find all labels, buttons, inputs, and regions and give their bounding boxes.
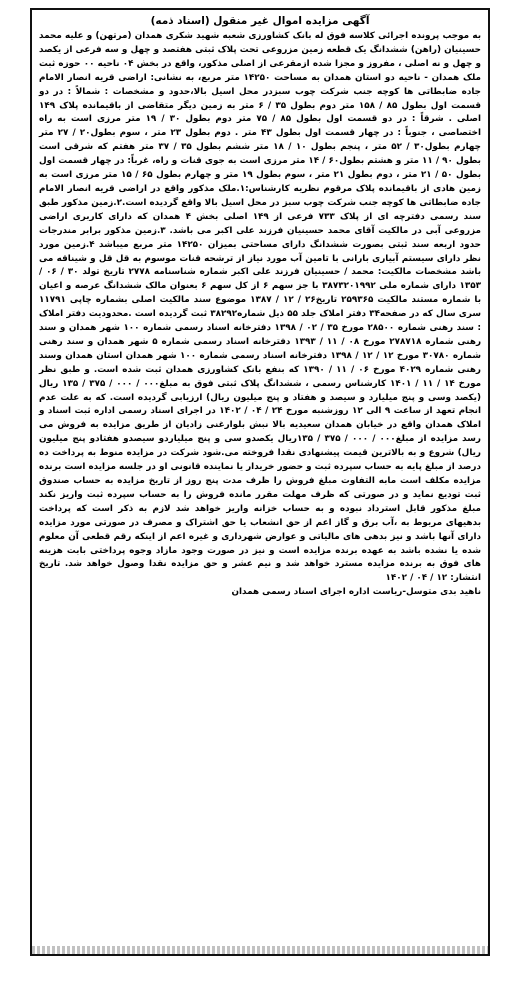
notice-paragraph: به موجب پرونده اجرائی کلاسه فوق له بانک کشاورزی شعبه شهید شکری همدان (مرتهن) و علیه محمد حسینیان (راهن) ششدانگ یک قطعه زمین مزروعی تحت پلاک ثبتی هفتصد و چهل و سه فرعی از یکصد و چهل و نه اصلی ، مفروز و مجزا شده ازمقرعی از اصلی مذکور، واقع در بخش ۰۴ ناحیه ۰۰ حوزه ثبت ملک همدان - ناحیه دو استان همدان به مساحت ۱۴۲۵۰ متر مربع، به نشانی: اراضی قریه انصار الامام جاده ضابطاتی ها کوچه جنب شرکت چوب سبزدر محل اسیل بالا،حدود و مشخصات : شمالاً : در دو قسمت اول بطول ۸۵ / ۱۵۸ متر دوم بطول ۳۵ / ۶ متر به زمین دیگر متقاضی از باقیمانده پلاک ۱۴۹ اصلی . شرقاً : در دو قسمت اول بطول ۸۵ / ۷۵ متر دوم بطول ۳۰ / ۱۹ متر مرزی است به راه اختصاصی ، جنوباً : در چهار قسمت اول بطول ۴۳ متر . دوم بطول ۲۳ متر ، سوم بطول۲۰ / ۲۷ متر چهارم بطول۳۰ / ۵۲ متر ، پنجم بطول ۱۰ / ۱۸ متر ششم بطول ۳۵ / ۳۷ متر هفتم که شرقی است بطول ۹۰ / ۱۱ متر و هشتم بطول۶۰ / ۱۴ متر مرزی است به جوی قنات و راه، غرباً: در چهار قسمت اول بطول ۵۰ / ۲۱ متر ، دوم بطول ۲۱ متر ، سوم بطول ۱۹ متر و چهارم بطول ۶۵ / ۱۵ متر مرزی است به زمین هادی از باقیمانده پلاک مرقوم نظریه کارشناس:۱.ملک مذکور واقع در اراضی قریه انصار الامام جاده ضابطاتی ها کوچه جنب شرکت چوب سبز در محل اسیل بالا واقع گردیده است.۲.زمین مذکور طبق سند رسمی دفترچه ای از پلاک ۷۳۳ فرعی از ۱۴۹ اصلی بخش ۴ همدان که دارای کاربری اراضی مزروعی آبی در مالکیت آقای محمد حسینیان فرزند علی اکبر می باشد. ۳.زمین مذکور برابر مندرجات حدود اربعه سند ثبتی بصورت ششدانگ دارای مساحتی بمیزان ۱۴۲۵۰ متر مربع میباشد ۴.زمین مورد نظر دارای سیستم آبیاری بارانی با تامین آب مورد نیاز از ترشحه قنات موسوم به قل قل و شیناقه می باشد مشخصات مالکیت: محمد / حسینیان فرزند علی اکبر شماره شناسنامه ۲۷۷۸ تاریخ تولد ۳۰ / ۰۶ / ۱۳۵۳ دارای شماره ملی ۳۸۷۳۲۰۱۹۹۲ با جز سهم ۶ از کل سهم ۶ بعنوان مالک ششدانگ عرصه و اعیان با شماره مستند مالکیت ۲۵۹۳۶۵ تاریخ۲۶ / ۱۲ / ۱۳۸۷ موضوع سند مالکیت اصلی بشماره چاپی ۱۱۷۹۱ سری سال که در صفحه۳۴ دفتر املاک جلد ۵۵ ذیل شماره۳۸۲۹۲ ثبت گردیده است .محدودیت دفتر املاک : سند رهنی شماره ۲۸۵۰۰ مورخ ۳۵ / ۰۲ / ۱۳۹۸ دفترخانه اسناد رسمی شماره ۱۰۰ شهر همدان و سند رهنی شماره ۲۷۸۷۱۸ مورخ ۰۸ / ۱۱ / ۱۳۹۳ دفترخانه اسناد رسمی شماره ۵ شهر همدان و سند رهنی شماره ۳۰۷۸۰ مورخ ۱۲ / ۱۲ / ۱۳۹۸ دفترخانه اسناد رسمی شماره ۱۰۰ شهر همدان استان همدان وسند رهنی شماره ۴۰۲۹ مورخ ۰۶ / ۱۱ / ۱۳۹۰ که بنفع بانک کشاورزی همدان ثبت شده است. و طبق نظر مورخ ۱۴ / ۱۱ / ۱۴۰۱ کارشناس رسمی ، ششدانگ پلاک ثبتی فوق به مبلغ۰۰۰ / ۰۰۰ / ۳۷۵ / ۱۳۵ ریال (یکصد وسی و پنج میلیارد و سیصد و هفتاد و پنج میلیون ریال) ارزیابی گردیده است. که به علت عدم انجام تعهد از ساعت ۹ الی ۱۲ روزشنبه مورخ ۲۴ / ۰۴ / ۱۴۰۲ در اجرای اسناد رسمی اداره ثبت اسناد و املاک همدان واقع در خیابان همدان سعیدیه بالا نبش بلوارغنی زادیان از طریق مزایده به فروش می رسد مزایده از مبلغ۰۰۰ / ۰۰۰ / ۳۷۵ / ۱۳۵ریال یکصدو سی و پنج میلیاردو سیصدو هفتادو پنج میلیون ریال) شروع و به بالاترین قیمت پیشنهادی نقدا فروخته می.شود شرکت در مزایده منوط به پرداخت ده درصد از مبلغ پایه به حساب سپرده ثبت و حضور خریدار یا نماینده قانونی او در جلسه مزایده است برنده مزایده مکلف است مابه التفاوت مبلغ فروش را ظرف مدت پنج روز از تاریخ مزایده به حساب صندوق ثبت تودیع نماید و در صورتی که ظرف مهلت مقرر مانده فروش را به حساب سپرده ثبت واریز نکند مبلغ مذکور قابل استرداد نبوده و به حساب خزانه واریز خواهد شد لازم به ذکر است که پرداخت بدهیهای مربوط به ،آب برق و گاز اعم از حق انشعاب یا حق اشتراک و مصرف در صورتی مورد مزایده دارای آنها باشد و نیز بدهی های مالیاتی و عوارض شهرداری و غیره اعم از اینکه رقم قطعی آن معلوم شده یا نشده باشد به عهده برنده مزایده است و نیز در صورت وجود مازاد وجوه پرداختی بابت هزینه های فوق به برنده مزایده مسترد خواهد شد و نیم عشر و حق مزایده نقدا وصول خواهد شد. تاریخ انتشار: ۱۲ / ۰۴ / ۱۴۰۲ xyxy=(39,31,482,584)
newspaper-clipping xyxy=(30,8,490,956)
notice-title: آگهی مزایده اموال غیر منقول (اسناد ذمه) xyxy=(150,15,370,27)
notice-signature: ناهید بدی متوسل-ریاست اداره اجرای اسناد رسمی همدان xyxy=(231,587,481,598)
cut-off-line xyxy=(32,946,488,954)
notice-body xyxy=(39,30,481,586)
